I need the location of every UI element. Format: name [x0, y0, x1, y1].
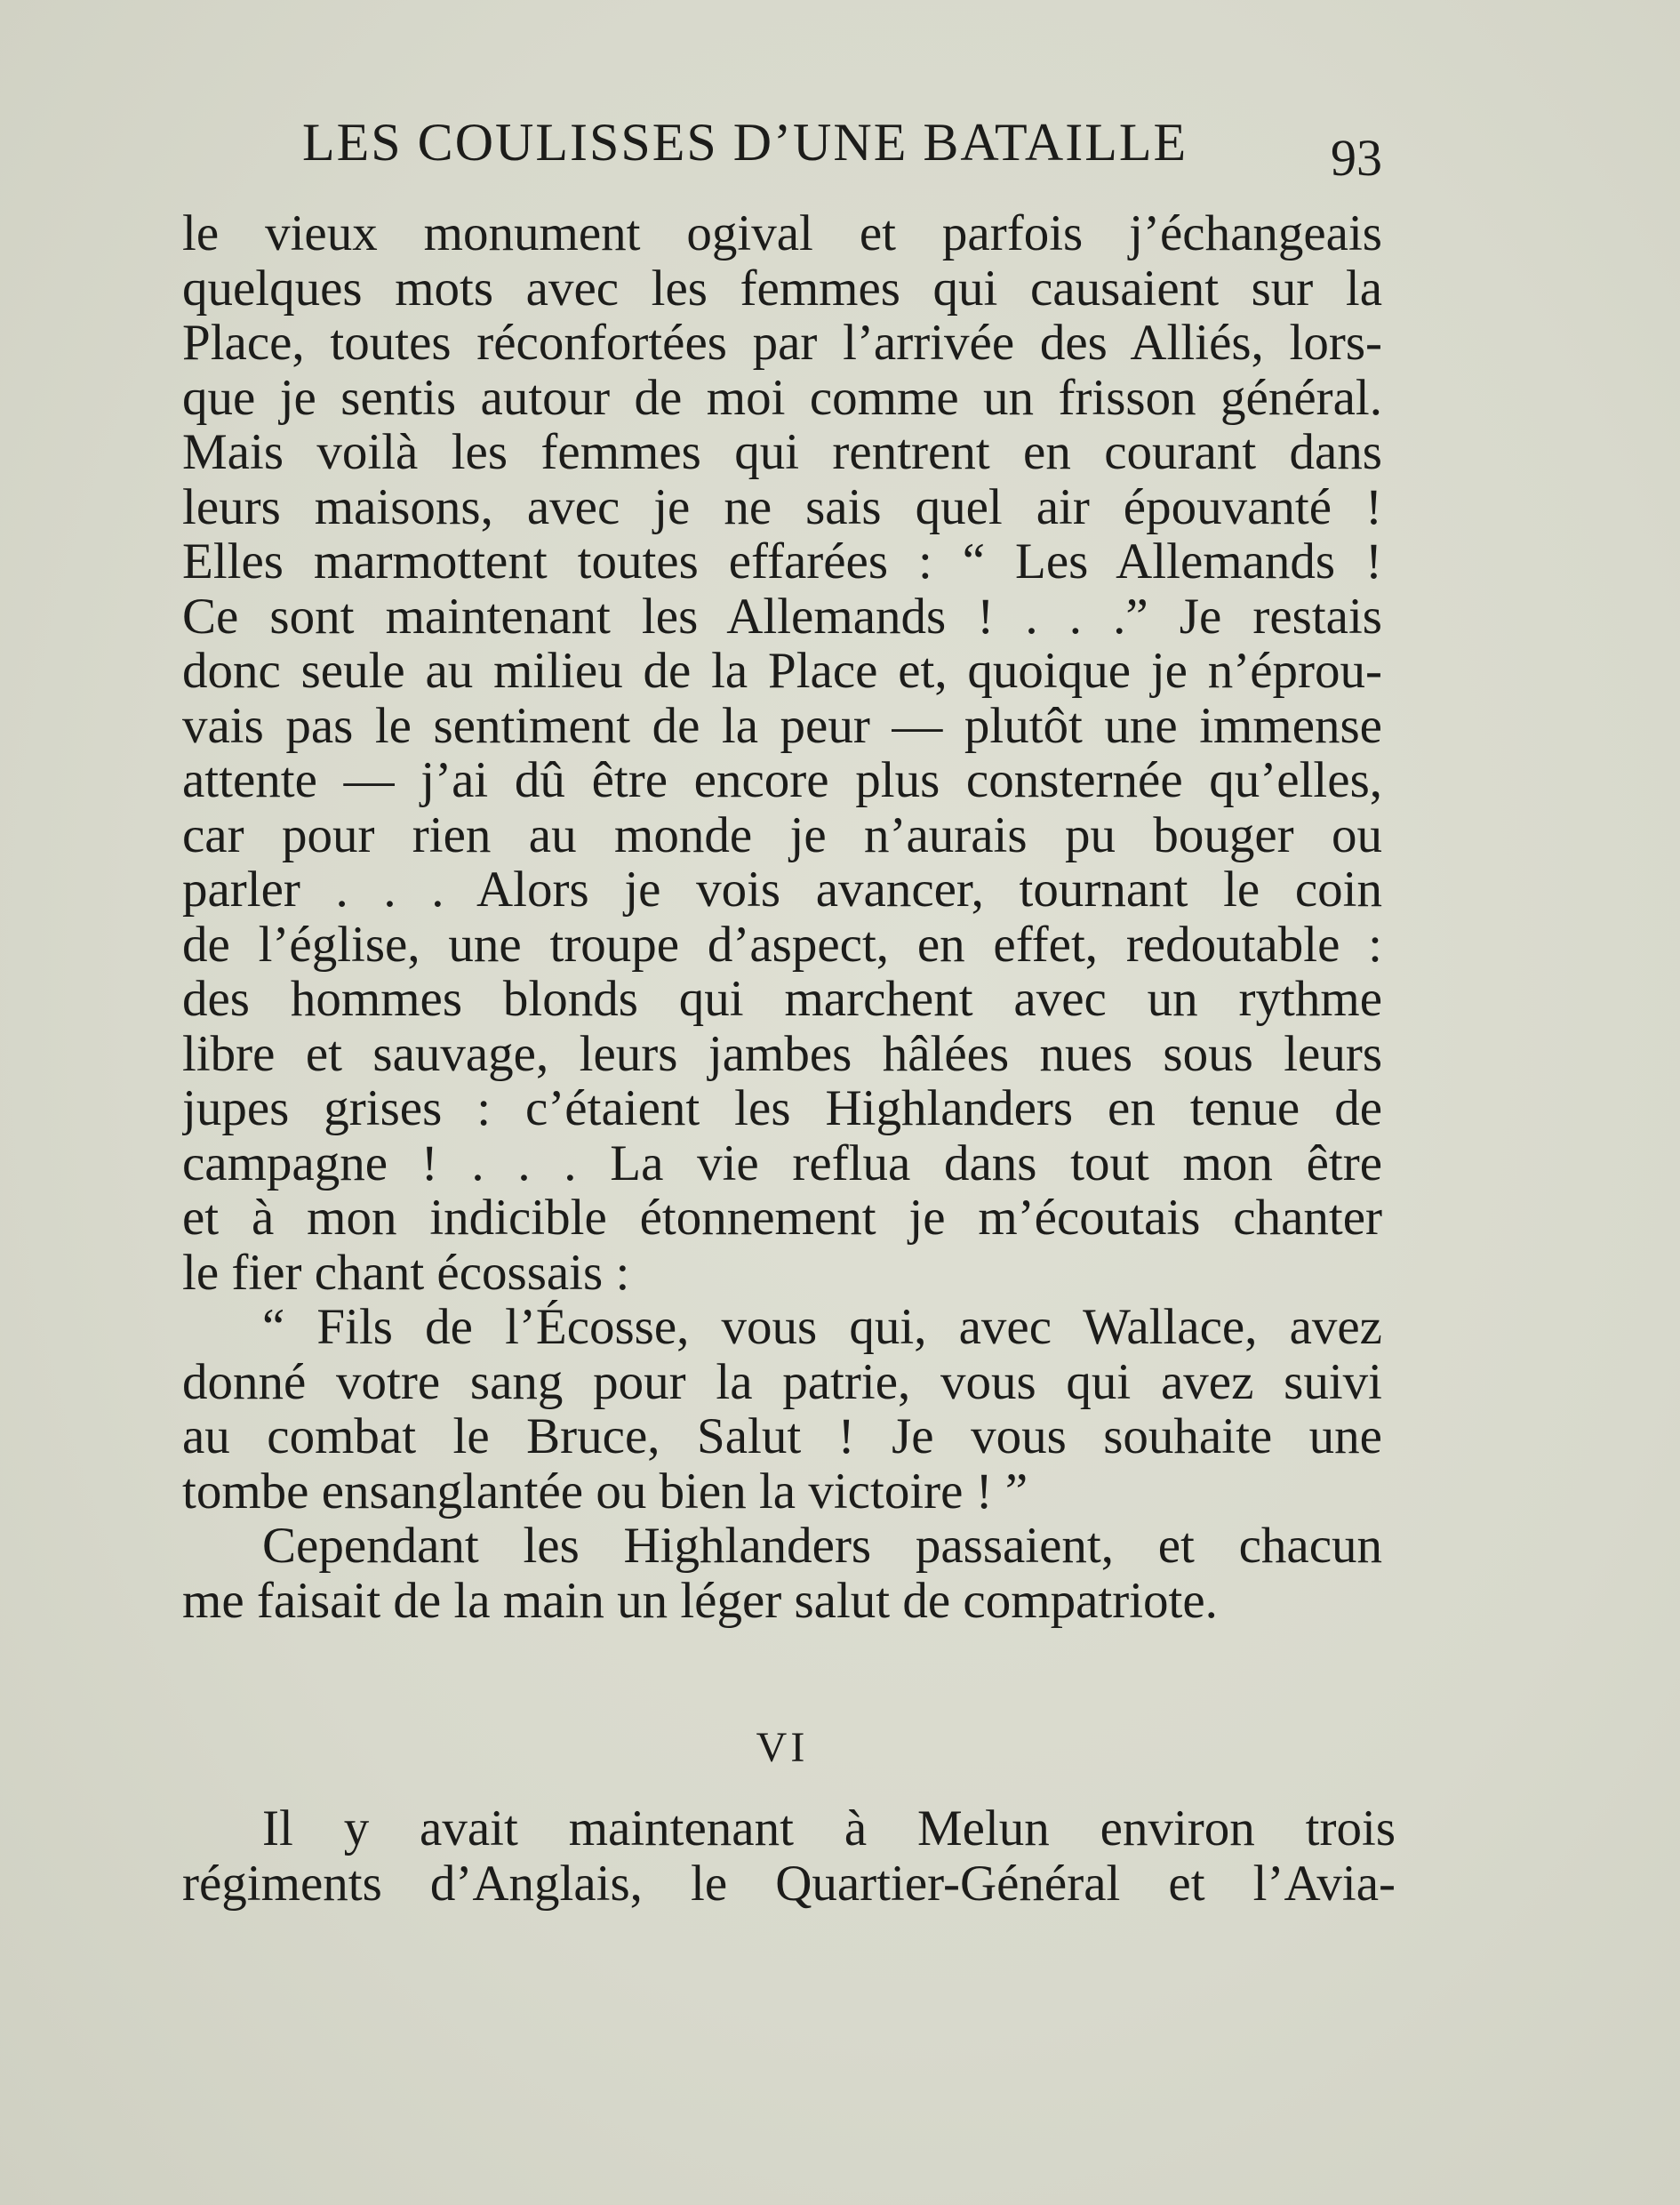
- quote-line: donné votre sang pour la patrie, vous qui avez suivi: [182, 1354, 1382, 1409]
- text-line: le fier chant écossais :: [182, 1245, 630, 1300]
- text-line: Ce sont maintenant les Allemands ! . . .” Je restais: [182, 589, 1382, 644]
- quote-line: “ Fils de l’Écosse, vous qui, avec Wallace, avez: [262, 1300, 1382, 1355]
- text-line: Place, toutes réconfortées par l’arrivée des Alliés, lors-: [182, 316, 1382, 371]
- text-line: régiments d’Anglais, le Quartier-Général et l’Avia-: [182, 1856, 1396, 1911]
- text-line: de l’église, une troupe d’aspect, en effet, redoutable :: [182, 917, 1382, 972]
- text-line: le vieux monument ogival et parfois j’échangeais: [182, 206, 1382, 261]
- body-text-section-vi: [182, 1801, 1396, 1911]
- running-title: LES COULISSES D’UNE BATAILLE: [302, 113, 1188, 172]
- text-line: Mais voilà les femmes qui rentrent en courant dans: [182, 425, 1382, 480]
- quote-line: au combat le Bruce, Salut ! Je vous souhaite une: [182, 1409, 1382, 1464]
- text-line: libre et sauvage, leurs jambes hâlées nues sous leurs: [182, 1026, 1382, 1081]
- text-line: Cependant les Highlanders passaient, et chacun: [262, 1519, 1382, 1574]
- text-line: campagne ! . . . La vie reflua dans tout mon être: [182, 1135, 1382, 1191]
- section-heading: VI: [756, 1724, 809, 1771]
- page-number: 93: [1331, 129, 1382, 187]
- text-line: parler . . . Alors je vois avancer, tournant le coin: [182, 862, 1382, 918]
- text-line: vais pas le sentiment de la peur — plutôt une immense: [182, 698, 1382, 753]
- text-line: leurs maisons, avec je ne sais quel air épouvanté !: [182, 479, 1382, 534]
- text-line: Elles marmottent toutes effarées : “ Les Allemands !: [182, 534, 1382, 589]
- text-line: jupes grises : c’étaient les Highlanders en tenue de: [182, 1081, 1382, 1136]
- text-line: des hommes blonds qui marchent avec un rythme: [182, 972, 1382, 1027]
- text-line: me faisait de la main un léger salut de compatriote.: [182, 1573, 1218, 1628]
- text-line: et à mon indicible étonnement je m’écoutais chanter: [182, 1191, 1382, 1246]
- text-line: attente — j’ai dû être encore plus consternée qu’elles,: [182, 753, 1382, 808]
- text-line: Il y avait maintenant à Melun environ trois: [262, 1801, 1396, 1856]
- text-line: que je sentis autour de moi comme un frisson général.: [182, 370, 1382, 425]
- quote-line: tombe ensanglantée ou bien la victoire ! ”: [182, 1463, 1028, 1519]
- text-line: car pour rien au monde je n’aurais pu bouger ou: [182, 807, 1382, 862]
- body-text: [182, 206, 1382, 1628]
- text-line: donc seule au milieu de la Place et, quoique je n’éprou-: [182, 644, 1382, 699]
- page-header: [182, 105, 1382, 185]
- text-line: quelques mots avec les femmes qui causaient sur la: [182, 261, 1382, 316]
